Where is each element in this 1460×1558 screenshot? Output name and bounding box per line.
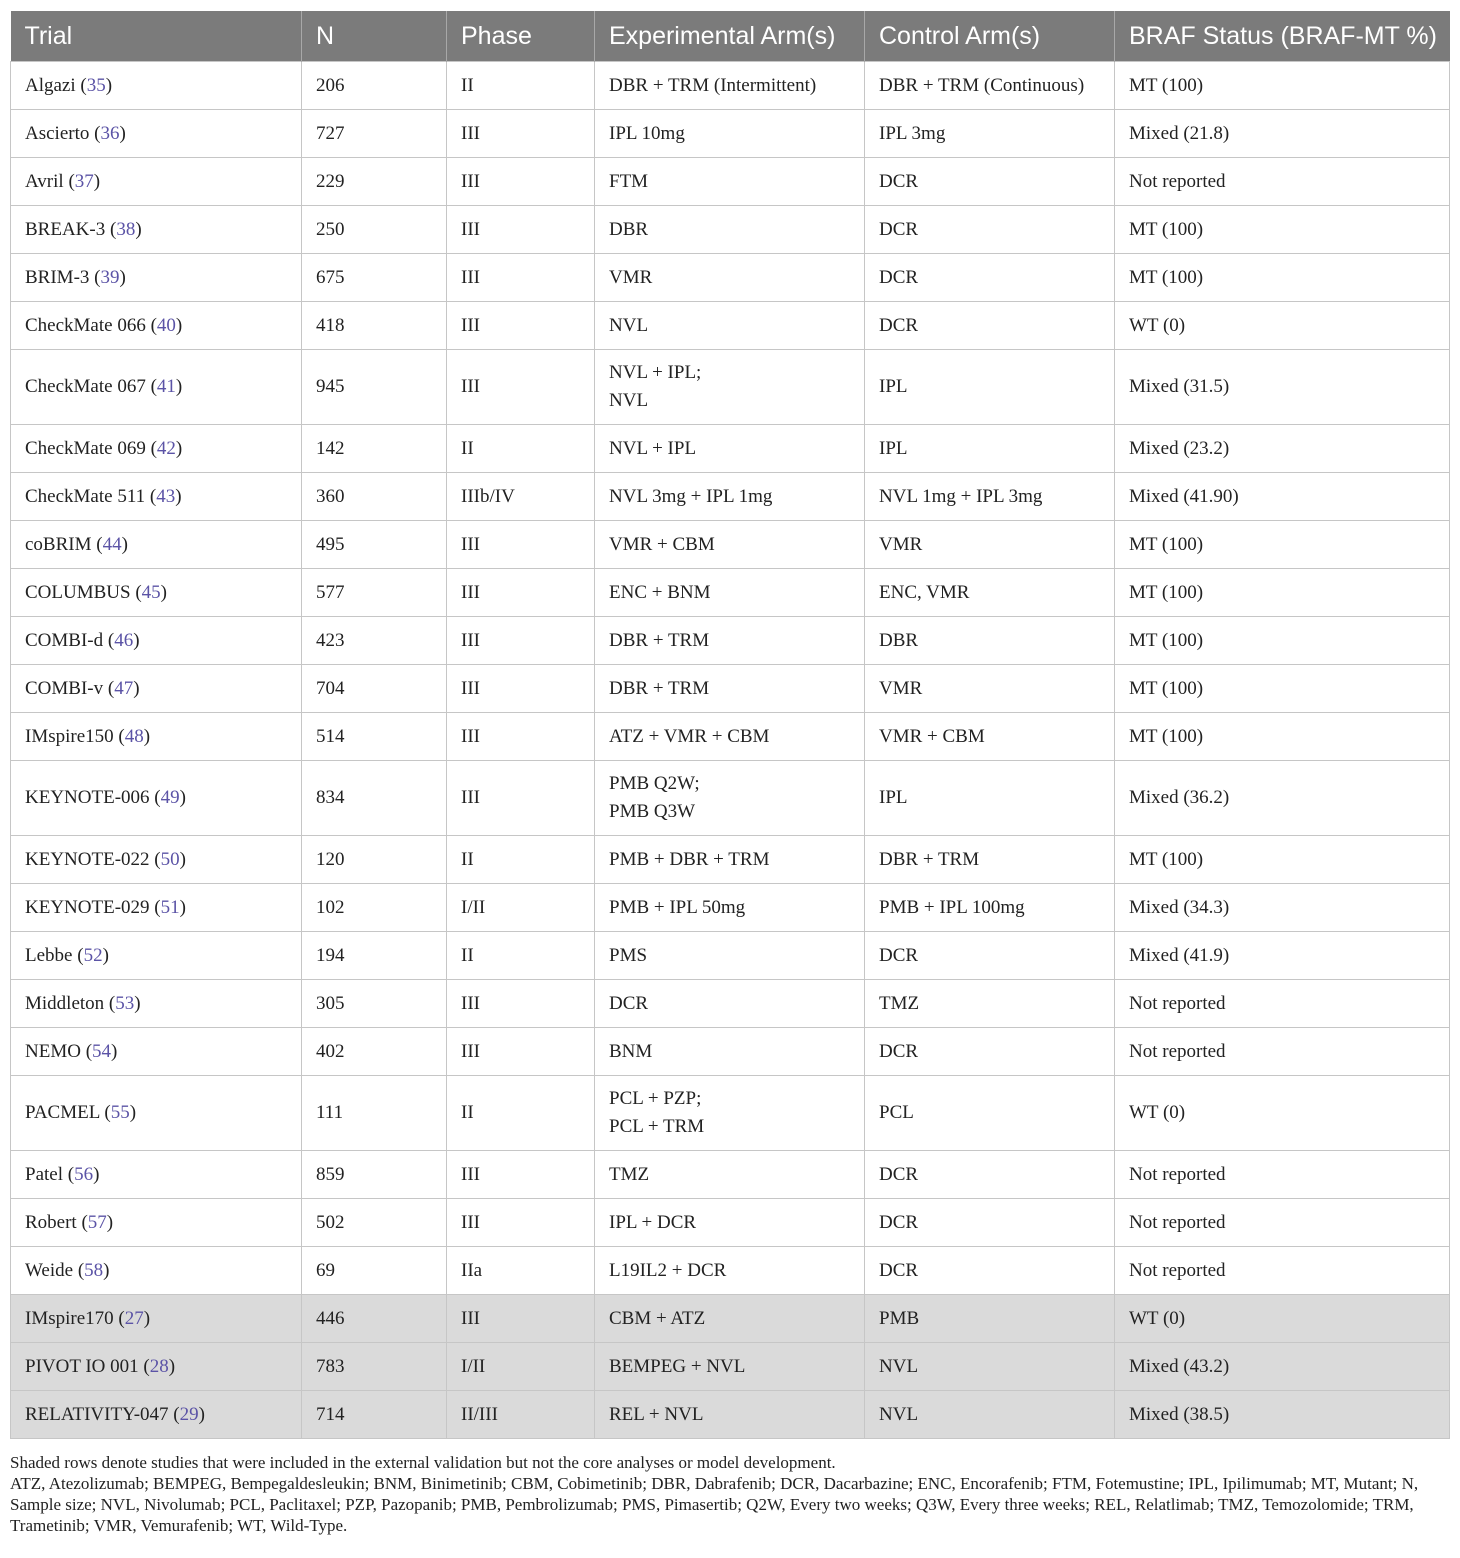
trial-cell: IMspire150 (48) (11, 713, 302, 761)
trials-table (10, 11, 1450, 1439)
phase-cell: II (447, 62, 595, 110)
braf-status-cell: Mixed (31.5) (1115, 350, 1450, 425)
header-experimental-arms: Experimental Arm(s) (595, 11, 865, 62)
table-row (11, 425, 1450, 473)
phase-cell: III (447, 761, 595, 836)
trial-name: Algazi (25, 74, 76, 96)
braf-status-cell: WT (0) (1115, 1295, 1450, 1343)
sample-size-cell: 402 (302, 1028, 447, 1076)
control-arms-cell: PMB + IPL 100mg (865, 884, 1115, 932)
table-row (11, 302, 1450, 350)
experimental-arm-line: TMZ (609, 1163, 650, 1185)
experimental-arm-line: VMR + CBM (609, 533, 715, 555)
experimental-arm-line: REL + NVL (609, 1403, 704, 1425)
phase-cell: III (447, 713, 595, 761)
table-row (11, 62, 1450, 110)
trial-cell: CheckMate 511 (43) (11, 473, 302, 521)
sample-size-cell: 111 (302, 1076, 447, 1151)
trial-cell: COMBI-v (47) (11, 665, 302, 713)
experimental-arm-line: DBR + TRM (Intermittent) (609, 74, 817, 96)
reference-link[interactable]: 46 (114, 629, 134, 651)
control-arms-cell: DCR (865, 1199, 1115, 1247)
experimental-arms-cell (595, 884, 865, 932)
reference-link[interactable]: 40 (156, 314, 176, 336)
phase-cell: III (447, 254, 595, 302)
trial-cell: Patel (56) (11, 1151, 302, 1199)
header-phase: Phase (447, 11, 595, 62)
experimental-arms-cell (595, 110, 865, 158)
trial-cell: NEMO (54) (11, 1028, 302, 1076)
trial-name: CheckMate 066 (25, 314, 146, 336)
table-row (11, 1295, 1450, 1343)
reference-link[interactable]: 37 (74, 170, 94, 192)
experimental-arm-line: L19IL2 + DCR (609, 1259, 727, 1281)
phase-cell: II (447, 932, 595, 980)
sample-size-cell: 305 (302, 980, 447, 1028)
sample-size-cell: 859 (302, 1151, 447, 1199)
experimental-arms-cell (595, 713, 865, 761)
experimental-arms-cell (595, 761, 865, 836)
trial-cell: Lebbe (52) (11, 932, 302, 980)
experimental-arms-cell (595, 62, 865, 110)
table-row (11, 932, 1450, 980)
trial-name: KEYNOTE-022 (25, 848, 150, 870)
braf-status-cell: MT (100) (1115, 836, 1450, 884)
experimental-arms-cell (595, 665, 865, 713)
sample-size-cell: 502 (302, 1199, 447, 1247)
trial-cell: KEYNOTE-006 (49) (11, 761, 302, 836)
table-row (11, 521, 1450, 569)
experimental-arm-line: NVL (609, 314, 649, 336)
table-row (11, 1076, 1450, 1151)
table-row (11, 1391, 1450, 1439)
table-header-row (11, 11, 1450, 62)
experimental-arm-line: NVL (609, 390, 649, 411)
control-arms-cell: DBR + TRM (Continuous) (865, 62, 1115, 110)
trial-name: Patel (25, 1163, 63, 1185)
experimental-arm-line: PCL + PZP; (609, 1088, 702, 1109)
experimental-arm-line: PMB + DBR + TRM (609, 848, 770, 870)
reference-link[interactable]: 28 (149, 1355, 169, 1377)
braf-status-cell: MT (100) (1115, 617, 1450, 665)
trial-name: CheckMate 069 (25, 437, 146, 459)
control-arms-cell: TMZ (865, 980, 1115, 1028)
header-n: N (302, 11, 447, 62)
trial-name: BRIM-3 (25, 266, 90, 288)
trial-name: IMspire150 (25, 725, 114, 747)
reference-link[interactable]: 45 (141, 581, 161, 603)
control-arms-cell: DCR (865, 1247, 1115, 1295)
reference-link[interactable]: 56 (74, 1163, 94, 1185)
experimental-arm-line: DBR + TRM (609, 629, 710, 651)
sample-size-cell: 206 (302, 62, 447, 110)
experimental-arm-line: PCL + TRM (609, 1116, 705, 1137)
trial-name: COMBI-v (25, 677, 104, 699)
table-row (11, 206, 1450, 254)
trial-cell: PIVOT IO 001 (28) (11, 1343, 302, 1391)
phase-cell: II/III (447, 1391, 595, 1439)
trial-name: coBRIM (25, 533, 92, 555)
phase-cell: I/II (447, 884, 595, 932)
control-arms-cell: NVL (865, 1391, 1115, 1439)
braf-status-cell: MT (100) (1115, 665, 1450, 713)
braf-status-cell: MT (100) (1115, 254, 1450, 302)
braf-status-cell: Mixed (23.2) (1115, 425, 1450, 473)
reference-link[interactable]: 55 (110, 1102, 130, 1123)
control-arms-cell: VMR + CBM (865, 713, 1115, 761)
table-row (11, 665, 1450, 713)
braf-status-cell: Mixed (41.9) (1115, 932, 1450, 980)
table-row (11, 980, 1450, 1028)
experimental-arms-cell (595, 617, 865, 665)
control-arms-cell: DBR + TRM (865, 836, 1115, 884)
experimental-arm-line: FTM (609, 170, 649, 192)
control-arms-cell: DCR (865, 932, 1115, 980)
sample-size-cell: 360 (302, 473, 447, 521)
trial-name: NEMO (25, 1040, 81, 1062)
experimental-arm-line: NVL 3mg + IPL 1mg (609, 485, 773, 507)
trial-name: Robert (25, 1211, 77, 1233)
experimental-arms-cell (595, 350, 865, 425)
trial-name: Ascierto (25, 122, 90, 144)
trial-cell: KEYNOTE-029 (51) (11, 884, 302, 932)
braf-status-cell: Mixed (36.2) (1115, 761, 1450, 836)
reference-link[interactable]: 29 (179, 1403, 199, 1425)
control-arms-cell: DCR (865, 1028, 1115, 1076)
trial-name: KEYNOTE-029 (25, 896, 150, 918)
phase-cell: III (447, 158, 595, 206)
control-arms-cell: DCR (865, 302, 1115, 350)
braf-status-cell: Not reported (1115, 1028, 1450, 1076)
trials-table-container (10, 11, 1449, 1439)
reference-link[interactable]: 50 (160, 848, 180, 870)
trial-cell: CheckMate 066 (40) (11, 302, 302, 350)
trial-cell: COLUMBUS (45) (11, 569, 302, 617)
trial-name: CheckMate 511 (25, 485, 146, 507)
braf-status-cell: Not reported (1115, 1151, 1450, 1199)
phase-cell: III (447, 302, 595, 350)
table-row (11, 1151, 1450, 1199)
table-row (11, 1247, 1450, 1295)
trial-cell: coBRIM (44) (11, 521, 302, 569)
experimental-arms-cell (595, 206, 865, 254)
control-arms-cell: DCR (865, 206, 1115, 254)
header-control-arms: Control Arm(s) (865, 11, 1115, 62)
trial-cell: COMBI-d (46) (11, 617, 302, 665)
reference-link[interactable]: 57 (87, 1211, 107, 1233)
experimental-arm-line: NVL + IPL (609, 437, 697, 459)
phase-cell: III (447, 1028, 595, 1076)
control-arms-cell: VMR (865, 521, 1115, 569)
experimental-arms-cell (595, 980, 865, 1028)
braf-status-cell: Not reported (1115, 980, 1450, 1028)
trial-cell: BRIM-3 (39) (11, 254, 302, 302)
control-arms-cell: IPL (865, 350, 1115, 425)
experimental-arms-cell (595, 1199, 865, 1247)
sample-size-cell: 418 (302, 302, 447, 350)
trial-name: CheckMate 067 (25, 376, 146, 397)
table-row (11, 836, 1450, 884)
trial-cell: Algazi (35) (11, 62, 302, 110)
sample-size-cell: 945 (302, 350, 447, 425)
trial-name: Avril (25, 170, 64, 192)
phase-cell: III (447, 110, 595, 158)
experimental-arm-line: PMB Q3W (609, 801, 696, 822)
experimental-arm-line: ENC + BNM (609, 581, 711, 603)
sample-size-cell: 727 (302, 110, 447, 158)
control-arms-cell: IPL (865, 761, 1115, 836)
reference-link[interactable]: 35 (86, 74, 106, 96)
braf-status-cell: MT (100) (1115, 62, 1450, 110)
table-footnotes (10, 1452, 1450, 1536)
table-row (11, 254, 1450, 302)
reference-link[interactable]: 38 (116, 218, 136, 240)
trial-name: COLUMBUS (25, 581, 131, 603)
control-arms-cell: IPL 3mg (865, 110, 1115, 158)
experimental-arm-line: DBR (609, 218, 649, 240)
table-row (11, 713, 1450, 761)
trial-cell: BREAK-3 (38) (11, 206, 302, 254)
sample-size-cell: 675 (302, 254, 447, 302)
trial-name: Lebbe (25, 944, 73, 966)
phase-cell: II (447, 836, 595, 884)
trial-name: COMBI-d (25, 629, 104, 651)
experimental-arm-line: IPL 10mg (609, 122, 685, 144)
table-row (11, 350, 1450, 425)
trial-cell: IMspire170 (27) (11, 1295, 302, 1343)
trial-cell: Robert (57) (11, 1199, 302, 1247)
table-row (11, 158, 1450, 206)
table-row (11, 1199, 1450, 1247)
phase-cell: III (447, 1199, 595, 1247)
phase-cell: III (447, 980, 595, 1028)
table-row (11, 617, 1450, 665)
reference-link[interactable]: 49 (160, 787, 180, 808)
trial-name: RELATIVITY-047 (25, 1403, 169, 1425)
experimental-arms-cell (595, 302, 865, 350)
sample-size-cell: 69 (302, 1247, 447, 1295)
braf-status-cell: MT (100) (1115, 521, 1450, 569)
sample-size-cell: 446 (302, 1295, 447, 1343)
phase-cell: III (447, 569, 595, 617)
braf-status-cell: Not reported (1115, 1247, 1450, 1295)
phase-cell: III (447, 617, 595, 665)
experimental-arm-line: NVL + IPL; (609, 362, 702, 383)
trial-cell: Weide (58) (11, 1247, 302, 1295)
reference-link[interactable]: 43 (156, 485, 176, 507)
reference-link[interactable]: 54 (92, 1040, 112, 1062)
sample-size-cell: 783 (302, 1343, 447, 1391)
braf-status-cell: Mixed (43.2) (1115, 1343, 1450, 1391)
reference-link[interactable]: 39 (100, 266, 120, 288)
sample-size-cell: 250 (302, 206, 447, 254)
experimental-arms-cell (595, 425, 865, 473)
reference-link[interactable]: 52 (83, 944, 103, 966)
braf-status-cell: Mixed (34.3) (1115, 884, 1450, 932)
experimental-arm-line: PMB Q2W; (609, 773, 700, 794)
phase-cell: III (447, 206, 595, 254)
table-row (11, 1028, 1450, 1076)
experimental-arm-line: PMS (609, 944, 648, 966)
phase-cell: III (447, 665, 595, 713)
table-row (11, 473, 1450, 521)
trial-name: KEYNOTE-006 (25, 787, 150, 808)
trial-name: Weide (25, 1259, 74, 1281)
control-arms-cell: IPL (865, 425, 1115, 473)
sample-size-cell: 577 (302, 569, 447, 617)
experimental-arms-cell (595, 1391, 865, 1439)
reference-link[interactable]: 51 (160, 896, 180, 918)
experimental-arms-cell (595, 1247, 865, 1295)
braf-status-cell: Not reported (1115, 158, 1450, 206)
abbreviations-note: ATZ, Atezolizumab; BEMPEG, Bempegaldesleukin; BNM, Binimetinib; CBM, Cobimetinib; DBR, Dabrafenib; DCR, Dacarbazine; ENC, Encorafenib; FTM, Fotemustine; IPL, Ipilimumab; MT, Mutant; N, Sample size; NVL, Nivolumab; PCL, Paclitaxel; PZP, Pazopanib; PMB, Pembrolizumab; PMS, Pimasertib; Q2W, Every two weeks; Q3W, Every three weeks; REL, Relatlimab; TMZ, Temozolomide; TRM, Trametinib; VMR, Vemurafenib; WT, Wild-Type. (10, 1474, 1419, 1535)
control-arms-cell: DCR (865, 158, 1115, 206)
trial-cell: Avril (37) (11, 158, 302, 206)
sample-size-cell: 102 (302, 884, 447, 932)
sample-size-cell: 194 (302, 932, 447, 980)
sample-size-cell: 514 (302, 713, 447, 761)
control-arms-cell: DCR (865, 1151, 1115, 1199)
table-row (11, 1343, 1450, 1391)
reference-link[interactable]: 47 (114, 677, 134, 699)
trial-cell: CheckMate 069 (42) (11, 425, 302, 473)
experimental-arms-cell (595, 1151, 865, 1199)
reference-link[interactable]: 41 (156, 376, 176, 397)
sample-size-cell: 142 (302, 425, 447, 473)
reference-link[interactable]: 53 (115, 992, 135, 1014)
phase-cell: II (447, 425, 595, 473)
sample-size-cell: 495 (302, 521, 447, 569)
experimental-arm-line: CBM + ATZ (609, 1307, 706, 1329)
experimental-arm-line: ATZ + VMR + CBM (609, 725, 770, 747)
sample-size-cell: 714 (302, 1391, 447, 1439)
phase-cell: III (447, 521, 595, 569)
control-arms-cell: NVL (865, 1343, 1115, 1391)
table-row (11, 569, 1450, 617)
experimental-arms-cell (595, 473, 865, 521)
phase-cell: I/II (447, 1343, 595, 1391)
phase-cell: II (447, 1076, 595, 1151)
experimental-arms-cell (595, 569, 865, 617)
experimental-arms-cell (595, 932, 865, 980)
experimental-arm-line: BNM (609, 1040, 653, 1062)
reference-link[interactable]: 48 (124, 725, 144, 747)
braf-status-cell: MT (100) (1115, 569, 1450, 617)
reference-link[interactable]: 58 (84, 1259, 104, 1281)
trial-cell: RELATIVITY-047 (29) (11, 1391, 302, 1439)
phase-cell: III (447, 350, 595, 425)
sample-size-cell: 704 (302, 665, 447, 713)
experimental-arms-cell (595, 521, 865, 569)
phase-cell: III (447, 1151, 595, 1199)
trial-name: PACMEL (25, 1102, 100, 1123)
phase-cell: III (447, 1295, 595, 1343)
braf-status-cell: Mixed (41.90) (1115, 473, 1450, 521)
trial-cell: KEYNOTE-022 (50) (11, 836, 302, 884)
experimental-arm-line: DBR + TRM (609, 677, 710, 699)
control-arms-cell: ENC, VMR (865, 569, 1115, 617)
reference-link[interactable]: 44 (102, 533, 122, 555)
table-row (11, 884, 1450, 932)
trial-cell: Ascierto (36) (11, 110, 302, 158)
sample-size-cell: 120 (302, 836, 447, 884)
braf-status-cell: MT (100) (1115, 206, 1450, 254)
braf-status-cell: Mixed (21.8) (1115, 110, 1450, 158)
experimental-arms-cell (595, 254, 865, 302)
control-arms-cell: PMB (865, 1295, 1115, 1343)
braf-status-cell: WT (0) (1115, 302, 1450, 350)
table-row (11, 761, 1450, 836)
braf-status-cell: MT (100) (1115, 713, 1450, 761)
table-row (11, 110, 1450, 158)
experimental-arms-cell (595, 1343, 865, 1391)
braf-status-cell: Mixed (38.5) (1115, 1391, 1450, 1439)
experimental-arms-cell (595, 1076, 865, 1151)
table-body (11, 62, 1450, 1439)
trial-name: IMspire170 (25, 1307, 114, 1329)
experimental-arm-line: DCR (609, 992, 649, 1014)
experimental-arm-line: PMB + IPL 50mg (609, 896, 746, 918)
trial-cell: CheckMate 067 (41) (11, 350, 302, 425)
control-arms-cell: NVL 1mg + IPL 3mg (865, 473, 1115, 521)
control-arms-cell: DBR (865, 617, 1115, 665)
experimental-arms-cell (595, 158, 865, 206)
control-arms-cell: PCL (865, 1076, 1115, 1151)
reference-link[interactable]: 42 (156, 437, 176, 459)
sample-size-cell: 229 (302, 158, 447, 206)
trial-cell: Middleton (53) (11, 980, 302, 1028)
trial-name: BREAK-3 (25, 218, 106, 240)
phase-cell: IIa (447, 1247, 595, 1295)
experimental-arm-line: BEMPEG + NVL (609, 1355, 746, 1377)
experimental-arms-cell (595, 836, 865, 884)
phase-cell: IIIb/IV (447, 473, 595, 521)
experimental-arm-line: VMR (609, 266, 653, 288)
header-trial: Trial (11, 11, 302, 62)
reference-link[interactable]: 36 (100, 122, 120, 144)
shading-note: Shaded rows denote studies that were included in the external validation but not the core analyses or model development. (10, 1453, 836, 1472)
control-arms-cell: VMR (865, 665, 1115, 713)
trial-name: Middleton (25, 992, 105, 1014)
trial-cell: PACMEL (55) (11, 1076, 302, 1151)
experimental-arms-cell (595, 1028, 865, 1076)
experimental-arm-line: IPL + DCR (609, 1211, 697, 1233)
braf-status-cell: Not reported (1115, 1199, 1450, 1247)
trial-name: PIVOT IO 001 (25, 1355, 139, 1377)
sample-size-cell: 423 (302, 617, 447, 665)
experimental-arms-cell (595, 1295, 865, 1343)
control-arms-cell: DCR (865, 254, 1115, 302)
braf-status-cell: WT (0) (1115, 1076, 1450, 1151)
sample-size-cell: 834 (302, 761, 447, 836)
reference-link[interactable]: 27 (124, 1307, 144, 1329)
header-braf-status: BRAF Status (BRAF-MT %) (1115, 11, 1450, 62)
